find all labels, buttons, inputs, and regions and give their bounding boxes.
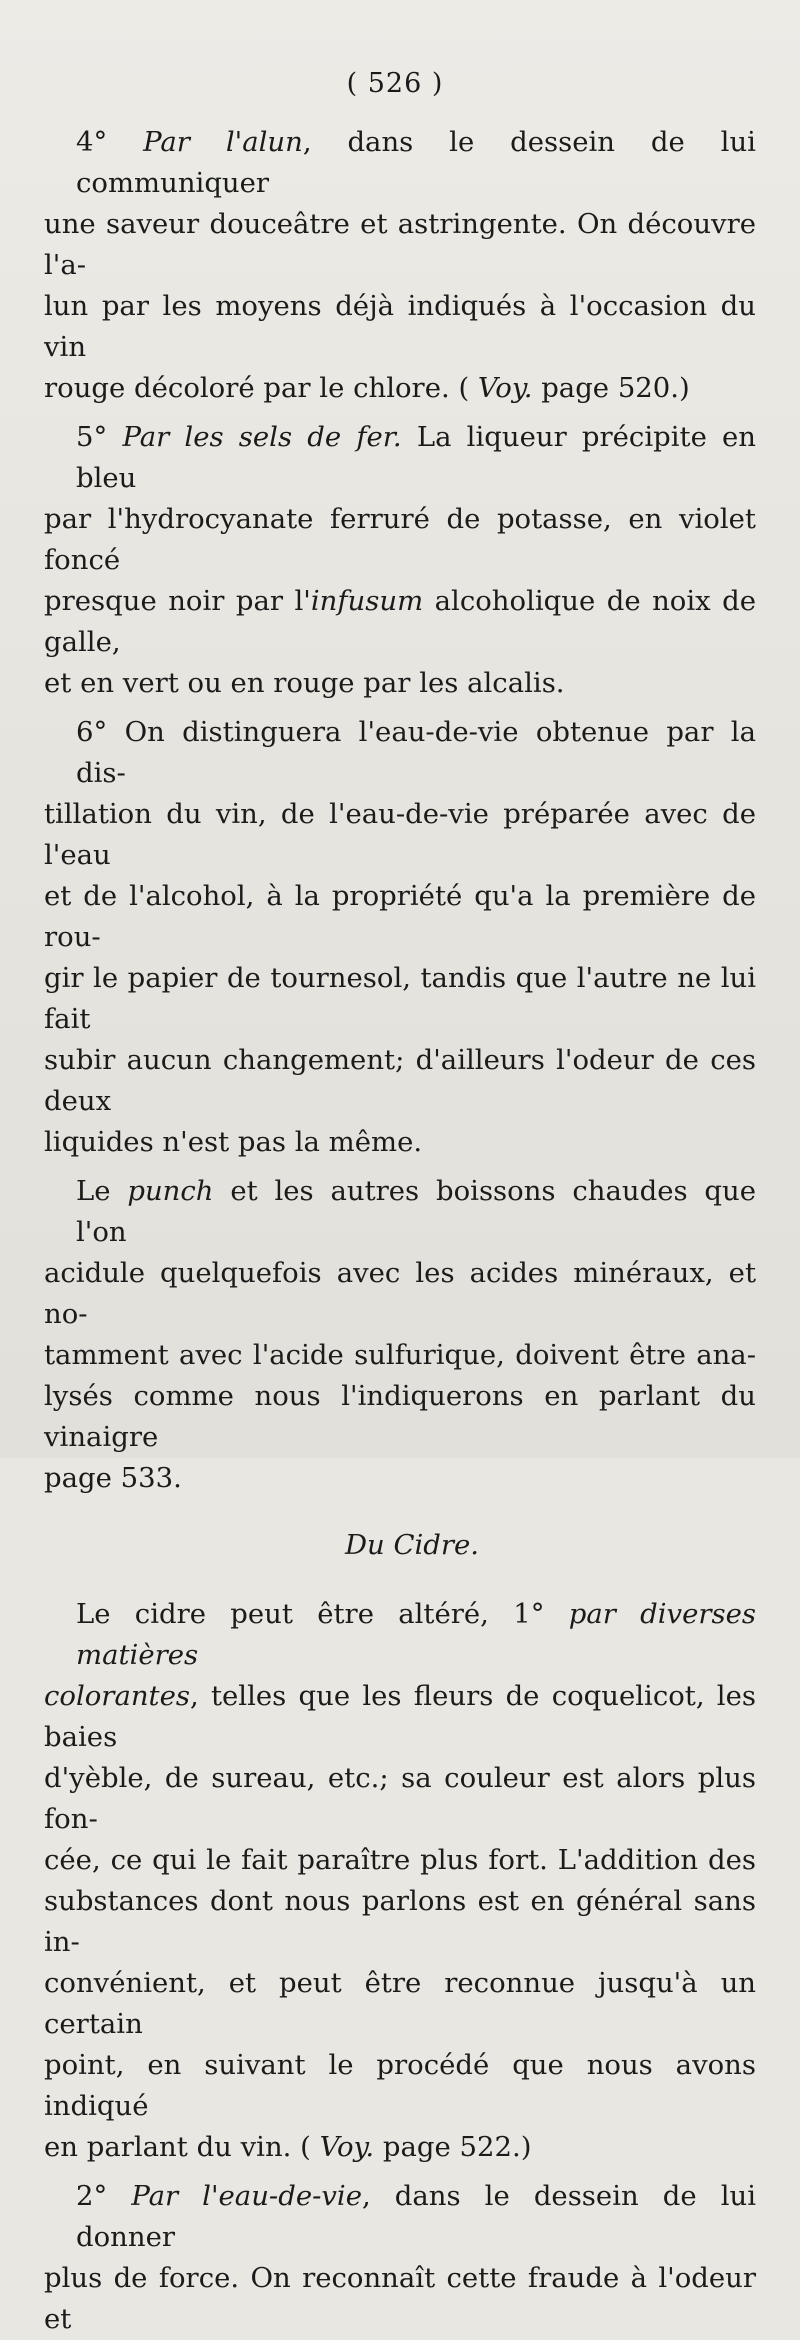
text-line bbox=[44, 1171, 756, 1253]
text-line bbox=[44, 1458, 756, 1499]
text-line bbox=[44, 2258, 756, 2340]
text-line bbox=[44, 1676, 756, 1758]
text-run: lysés comme nous l'indiquerons en parlant du vinaigre bbox=[44, 1380, 756, 1453]
italic-run: Par les sels de fer. bbox=[122, 421, 402, 453]
text-run: Le cidre peut être altéré, 1° bbox=[76, 1598, 569, 1630]
text-line bbox=[44, 1963, 756, 2045]
text-line bbox=[44, 1594, 756, 1676]
text-run: et les autres boissons chaudes que l'on bbox=[76, 1175, 756, 1248]
text-run: liquides n'est pas la même. bbox=[44, 1126, 423, 1158]
italic-run: infusum bbox=[310, 585, 424, 617]
text-line bbox=[44, 499, 756, 581]
text-run: page 533. bbox=[44, 1462, 182, 1494]
text-run: et en vert ou en rouge par les alcalis. bbox=[44, 667, 565, 699]
text-run: 2° bbox=[76, 2180, 132, 2212]
text-line bbox=[44, 417, 756, 499]
text-run: plus de force. On reconnaît cette fraude à l'odeur et bbox=[44, 2262, 756, 2335]
text-line bbox=[44, 958, 756, 1040]
italic-run: Voy. bbox=[477, 372, 533, 404]
italic-run: Par l'alun bbox=[143, 126, 303, 158]
section-heading: Du Cidre. bbox=[344, 1529, 480, 1561]
page-number: ( 526 ) bbox=[346, 68, 444, 99]
text-run: 6° On distinguera l'eau-de-vie obtenue par la dis- bbox=[76, 716, 756, 789]
text-run: acidule quelquefois avec les acides minéraux, et no- bbox=[44, 1257, 756, 1330]
text-line bbox=[44, 2176, 756, 2258]
text-run: en parlant du vin. ( bbox=[44, 2131, 320, 2163]
text-line bbox=[44, 712, 756, 794]
text-run: page 520.) bbox=[532, 372, 690, 404]
text-line bbox=[44, 286, 756, 368]
text-line bbox=[44, 1253, 756, 1335]
text-line bbox=[44, 1335, 756, 1376]
text-line bbox=[44, 1881, 756, 1963]
text-line bbox=[44, 2127, 756, 2168]
text-run: La liqueur précipite en bleu bbox=[76, 421, 757, 494]
text-run: 4° bbox=[76, 126, 144, 158]
text-run: page 522.) bbox=[374, 2131, 532, 2163]
text-run: substances dont nous parlons est en général sans in- bbox=[44, 1885, 756, 1958]
text-run: alcoholique de noix de galle, bbox=[44, 585, 756, 658]
italic-run: par diverses matières bbox=[76, 1598, 756, 1671]
text-run: Le bbox=[76, 1175, 128, 1207]
text-run: , dans le dessein de lui communiquer bbox=[76, 126, 756, 199]
text-line bbox=[44, 876, 756, 958]
text-line bbox=[44, 2045, 756, 2127]
text-line bbox=[44, 1376, 756, 1458]
text-run: lun par les moyens déjà indiqués à l'occasion du vin bbox=[44, 290, 756, 363]
text-run: cée, ce qui le fait paraître plus fort. L'addition des bbox=[44, 1844, 756, 1876]
text-line bbox=[44, 663, 756, 704]
text-run: une saveur douceâtre et astringente. On découvre l'a- bbox=[44, 208, 756, 281]
text-run: tamment avec l'acide sulfurique, doivent être ana- bbox=[44, 1339, 756, 1371]
text-run: presque noir par l' bbox=[44, 585, 311, 617]
text-run: , telles que les fleurs de coquelicot, les baies bbox=[44, 1680, 756, 1753]
text-run: subir aucun changement; d'ailleurs l'odeur de ces deux bbox=[44, 1044, 756, 1117]
italic-run: Par l'eau-de-vie bbox=[131, 2180, 362, 2212]
text-line bbox=[44, 122, 756, 204]
text-line bbox=[44, 1840, 756, 1881]
text-run: par l'hydrocyanate ferruré de potasse, en violet foncé bbox=[44, 503, 756, 576]
body-text bbox=[44, 122, 756, 2340]
italic-run: punch bbox=[127, 1175, 214, 1207]
text-line bbox=[44, 794, 756, 876]
text-line bbox=[44, 1758, 756, 1840]
text-run: gir le papier de tournesol, tandis que l'autre ne lui fait bbox=[44, 962, 756, 1035]
text-line bbox=[44, 368, 756, 409]
text-run: tillation du vin, de l'eau-de-vie préparée avec de l'eau bbox=[44, 798, 756, 871]
text-line bbox=[44, 1122, 756, 1163]
italic-run: Voy. bbox=[319, 2131, 375, 2163]
text-run: rouge décoloré par le chlore. ( bbox=[44, 372, 478, 404]
text-run: convénient, et peut être reconnue jusqu'à un certain bbox=[44, 1967, 756, 2040]
text-run: , dans le dessein de lui donner bbox=[76, 2180, 757, 2253]
text-run: 5° bbox=[76, 421, 123, 453]
text-line bbox=[44, 204, 756, 286]
text-run: point, en suivant le procédé que nous avons indiqué bbox=[44, 2049, 756, 2122]
text-line bbox=[44, 1040, 756, 1122]
text-run: d'yèble, de sureau, etc.; sa couleur est alors plus fon- bbox=[44, 1762, 756, 1835]
italic-run: colorantes bbox=[44, 1680, 190, 1712]
text-run: et de l'alcohol, à la propriété qu'a la première de rou- bbox=[44, 880, 756, 953]
text-line bbox=[44, 581, 756, 663]
